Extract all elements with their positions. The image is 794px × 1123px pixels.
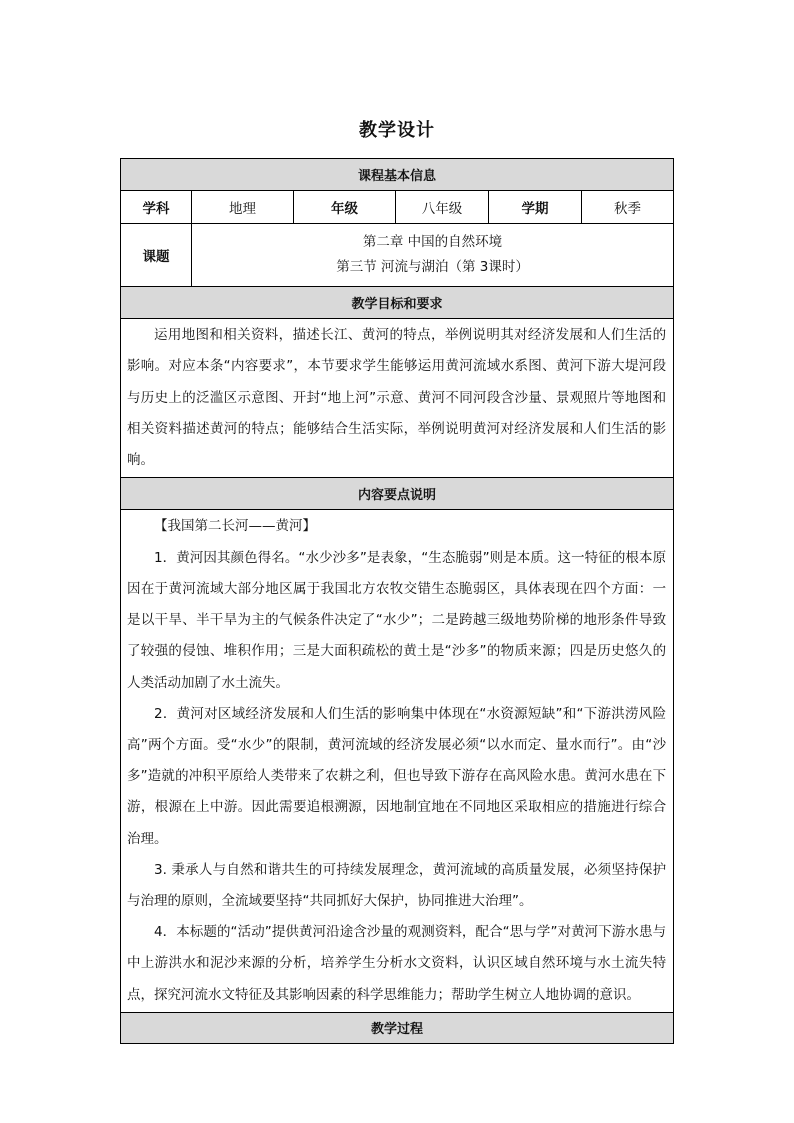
content-point-3: 3. 秉承人与自然和谐共生的可持续发展理念，黄河流域的高质量发展，必须坚持保护与治理的原则，全流域要坚持“共同抓好大保护，协同推进大治理”。: [127, 861, 667, 909]
grade-label: 年级: [294, 191, 396, 224]
section-header-goals: 教学目标和要求: [121, 287, 674, 319]
content-point-1: 1．黄河因其颜色得名。“水少沙多”是表象，“生态脆弱”则是本质。这一特征的根本原因在于黄河流域大部分地区属于我国北方农牧交错生态脆弱区，具体表现在四个方面：一是以干旱、半干旱为主的气候条件决定了“水少”；二是跨越三级地势阶梯的地形条件导致了较强的侵蚀、堆积作用；三是大面积疏松的黄土是“沙多”的物质来源；四是历史悠久的人类活动加剧了水土流失。: [127, 549, 667, 691]
section-header-basic-info: 课程基本信息: [121, 159, 674, 191]
subject-value: 地理: [192, 191, 294, 224]
section-header-process: 教学过程: [121, 1012, 674, 1043]
topic-label: 课题: [121, 224, 192, 287]
grade-value: 八年级: [396, 191, 489, 224]
section-header-content: 内容要点说明: [121, 478, 674, 510]
content-point-2: 2．黄河对区域经济发展和人们生活的影响集中体现在“水资源短缺”和“下游洪涝风险高”两个方面。受“水少”的限制，黄河流域的经济发展必须“以水而定、量水而行”。由“沙多”造就的冲积平原给人类带来了农耕之利，但也导致下游存在高风险水患。黄河水患在下游，根源在上中游。因此需要追根溯源，因地制宜地在不同地区采取相应的措施进行综合治理。: [127, 705, 667, 847]
term-label: 学期: [489, 191, 582, 224]
topic-section: 第三节 河流与湖泊（第 3课时）: [336, 259, 529, 275]
term-value: 秋季: [582, 191, 674, 224]
page-title: 教学设计: [359, 120, 435, 141]
lesson-design-table: [120, 158, 674, 1044]
goals-paragraph: 运用地图和相关资料，描述长江、黄河的特点，举例说明其对经济发展和人们生活的影响。对应本条“内容要求”，本节要求学生能够运用黄河流域水系图、黄河下游大堤河段与历史上的泛滥区示意图、开封“地上河”示意、黄河不同河段含沙量、景观照片等地图和相关资料描述黄河的特点；能够结合生活实际，举例说明黄河对经济发展和人们生活的影响。: [127, 327, 667, 469]
content-heading: 【我国第二长河——黄河】: [154, 518, 316, 535]
topic-value: [192, 224, 674, 287]
goals-text: [121, 319, 674, 478]
subject-label: 学科: [121, 191, 192, 224]
content-point-4: 4．本标题的“活动”提供黄河沿途含沙量的观测资料，配合“思与学”对黄河下游水患与中上游洪水和泥沙来源的分析，培养学生分析水文资料，认识区域自然环境与水土流失特点，探究河流水文特征及其影响因素的科学思维能力；帮助学生树立人地协调的意识。: [127, 924, 667, 1003]
topic-chapter: 第二章 中国的自然环境: [362, 234, 503, 250]
content-text: [121, 510, 674, 1012]
